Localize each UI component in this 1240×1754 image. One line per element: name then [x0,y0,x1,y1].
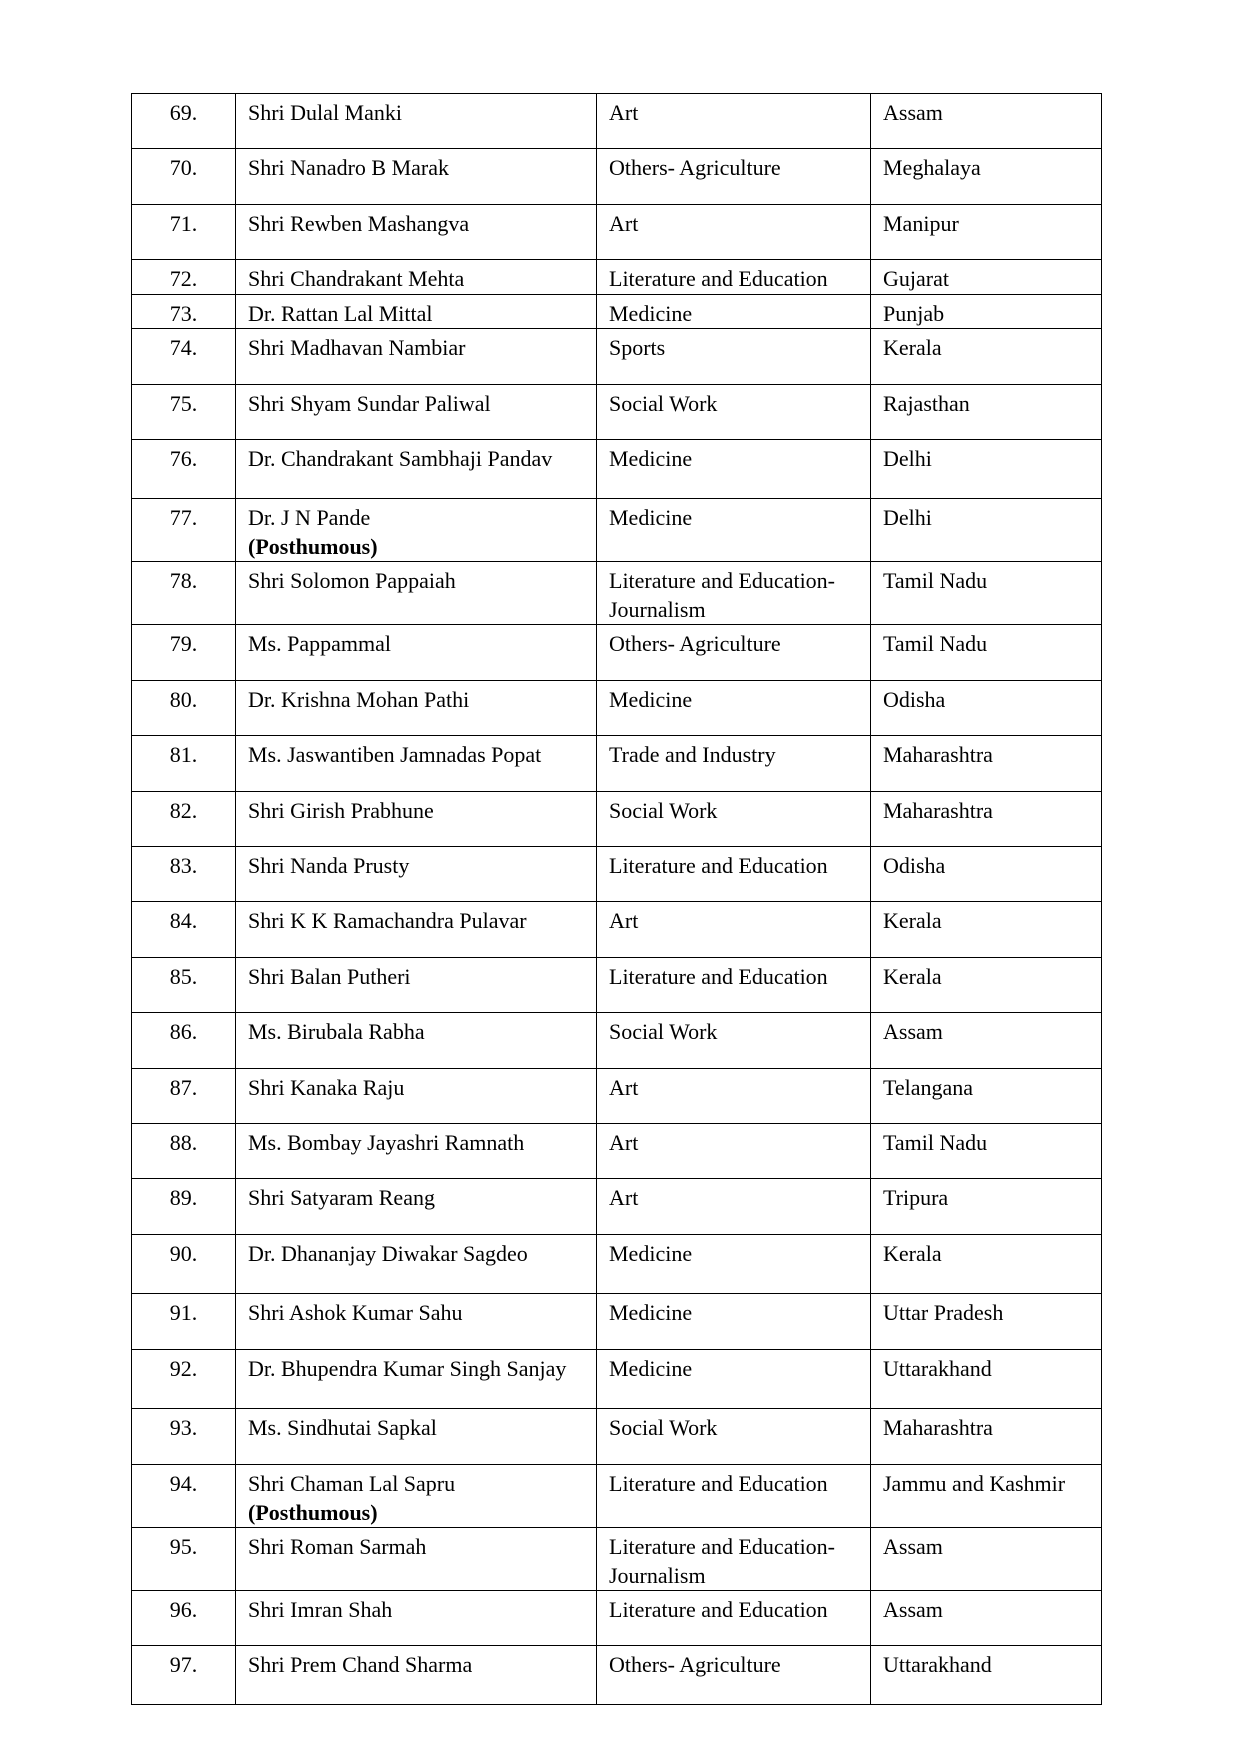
state: Tamil Nadu [871,625,1102,680]
field: Medicine [597,1349,871,1409]
serial-number: 72. [132,260,236,295]
awardee-name: Shri Chandrakant Mehta [236,260,597,295]
state: Maharashtra [871,736,1102,791]
field: Literature and Education- Journalism [597,562,871,625]
awardee-name: Shri Satyaram Reang [236,1179,597,1234]
field: Literature and Education- Journalism [597,1527,871,1590]
serial-number: 75. [132,384,236,439]
table-row [132,1409,1102,1464]
serial-number: 73. [132,294,236,329]
awardee-name: Dr. Rattan Lal Mittal [236,294,597,329]
field: Others- Agriculture [597,149,871,204]
table-row [132,562,1102,625]
state: Kerala [871,1234,1102,1294]
state: Delhi [871,499,1102,562]
state: Assam [871,1527,1102,1590]
state: Jammu and Kashmir [871,1464,1102,1527]
state: Manipur [871,204,1102,259]
field: Medicine [597,439,871,499]
table-row [132,1123,1102,1178]
serial-number: 95. [132,1527,236,1590]
table-row [132,791,1102,846]
state: Assam [871,1590,1102,1645]
serial-number: 79. [132,625,236,680]
awardee-name: Ms. Pappammal [236,625,597,680]
field: Literature and Education [597,1590,871,1645]
serial-number: 97. [132,1645,236,1705]
field: Social Work [597,1409,871,1464]
awardee-name: Shri Shyam Sundar Paliwal [236,384,597,439]
field: Literature and Education [597,1464,871,1527]
table-row [132,1068,1102,1123]
state: Punjab [871,294,1102,329]
table-row [132,384,1102,439]
awardee-name: Ms. Jaswantiben Jamnadas Popat [236,736,597,791]
serial-number: 69. [132,94,236,149]
field: Art [597,1123,871,1178]
state: Kerala [871,329,1102,384]
state: Odisha [871,680,1102,735]
serial-number: 71. [132,204,236,259]
table-row [132,1234,1102,1294]
field: Sports [597,329,871,384]
awardee-name: Shri Kanaka Raju [236,1068,597,1123]
state: Telangana [871,1068,1102,1123]
serial-number: 77. [132,499,236,562]
awardee-name: Shri Balan Putheri [236,957,597,1012]
state: Assam [871,1013,1102,1068]
awardee-name: Shri Imran Shah [236,1590,597,1645]
field: Medicine [597,294,871,329]
table-row [132,1527,1102,1590]
awardee-name: Dr. Bhupendra Kumar Singh Sanjay [236,1349,597,1409]
table-row [132,1645,1102,1705]
awardee-name: Ms. Bombay Jayashri Ramnath [236,1123,597,1178]
serial-number: 70. [132,149,236,204]
field: Literature and Education [597,957,871,1012]
serial-number: 84. [132,902,236,957]
state: Uttarakhand [871,1349,1102,1409]
field: Medicine [597,680,871,735]
state: Gujarat [871,260,1102,295]
table-row [132,1464,1102,1527]
awardee-name: Ms. Sindhutai Sapkal [236,1409,597,1464]
table-row [132,736,1102,791]
table-row [132,1590,1102,1645]
awardee-name: Shri Madhavan Nambiar [236,329,597,384]
table-row [132,902,1102,957]
posthumous-note: (Posthumous) [248,534,378,560]
serial-number: 76. [132,439,236,499]
field: Others- Agriculture [597,1645,871,1705]
awardee-name: Shri Rewben Mashangva [236,204,597,259]
table-row [132,204,1102,259]
state: Maharashtra [871,1409,1102,1464]
state: Rajasthan [871,384,1102,439]
table-row [132,1294,1102,1349]
awardee-name: Shri Nanadro B Marak [236,149,597,204]
awardee-name: Ms. Birubala Rabha [236,1013,597,1068]
awardee-name: Shri Ashok Kumar Sahu [236,1294,597,1349]
awardee-name [236,1464,597,1527]
table-row [132,329,1102,384]
state: Tamil Nadu [871,1123,1102,1178]
table-row [132,625,1102,680]
awardee-name: Dr. Chandrakant Sambhaji Pandav [236,439,597,499]
field: Medicine [597,1294,871,1349]
table-row [132,260,1102,295]
field: Art [597,902,871,957]
field: Literature and Education [597,847,871,902]
awardee-name: Shri Prem Chand Sharma [236,1645,597,1705]
table-row [132,1013,1102,1068]
state: Kerala [871,957,1102,1012]
awardee-name-text: Dr. J N Pande [248,505,371,531]
posthumous-note: (Posthumous) [248,1499,378,1525]
field: Art [597,94,871,149]
field: Others- Agriculture [597,625,871,680]
serial-number: 91. [132,1294,236,1349]
awardee-name: Shri Solomon Pappaiah [236,562,597,625]
awardee-name-text: Shri Chaman Lal Sapru [248,1470,456,1496]
field: Literature and Education [597,260,871,295]
field: Medicine [597,1234,871,1294]
table-row [132,847,1102,902]
awardee-name: Dr. Krishna Mohan Pathi [236,680,597,735]
awardees-table [131,93,1102,1705]
serial-number: 88. [132,1123,236,1178]
state: Kerala [871,902,1102,957]
field: Medicine [597,499,871,562]
serial-number: 96. [132,1590,236,1645]
field: Social Work [597,791,871,846]
table-row [132,439,1102,499]
awardee-name [236,499,597,562]
awardee-name: Shri Dulal Manki [236,94,597,149]
serial-number: 86. [132,1013,236,1068]
state: Maharashtra [871,791,1102,846]
state: Assam [871,94,1102,149]
serial-number: 81. [132,736,236,791]
awardee-name: Shri Nanda Prusty [236,847,597,902]
awardee-name: Shri Roman Sarmah [236,1527,597,1590]
table-row [132,294,1102,329]
serial-number: 92. [132,1349,236,1409]
serial-number: 78. [132,562,236,625]
serial-number: 90. [132,1234,236,1294]
table-row [132,957,1102,1012]
serial-number: 80. [132,680,236,735]
table-row [132,94,1102,149]
field: Art [597,1068,871,1123]
field: Social Work [597,384,871,439]
serial-number: 87. [132,1068,236,1123]
table-row [132,149,1102,204]
table-row [132,499,1102,562]
table-row [132,680,1102,735]
awardee-name: Shri Girish Prabhune [236,791,597,846]
table-row [132,1179,1102,1234]
serial-number: 85. [132,957,236,1012]
field: Art [597,204,871,259]
awardee-name: Dr. Dhananjay Diwakar Sagdeo [236,1234,597,1294]
serial-number: 94. [132,1464,236,1527]
state: Delhi [871,439,1102,499]
serial-number: 89. [132,1179,236,1234]
field: Art [597,1179,871,1234]
awardee-name: Shri K K Ramachandra Pulavar [236,902,597,957]
state: Uttar Pradesh [871,1294,1102,1349]
state: Meghalaya [871,149,1102,204]
state: Odisha [871,847,1102,902]
field: Social Work [597,1013,871,1068]
serial-number: 83. [132,847,236,902]
serial-number: 82. [132,791,236,846]
table-row [132,1349,1102,1409]
state: Tripura [871,1179,1102,1234]
state: Uttarakhand [871,1645,1102,1705]
field: Trade and Industry [597,736,871,791]
serial-number: 74. [132,329,236,384]
state: Tamil Nadu [871,562,1102,625]
serial-number: 93. [132,1409,236,1464]
